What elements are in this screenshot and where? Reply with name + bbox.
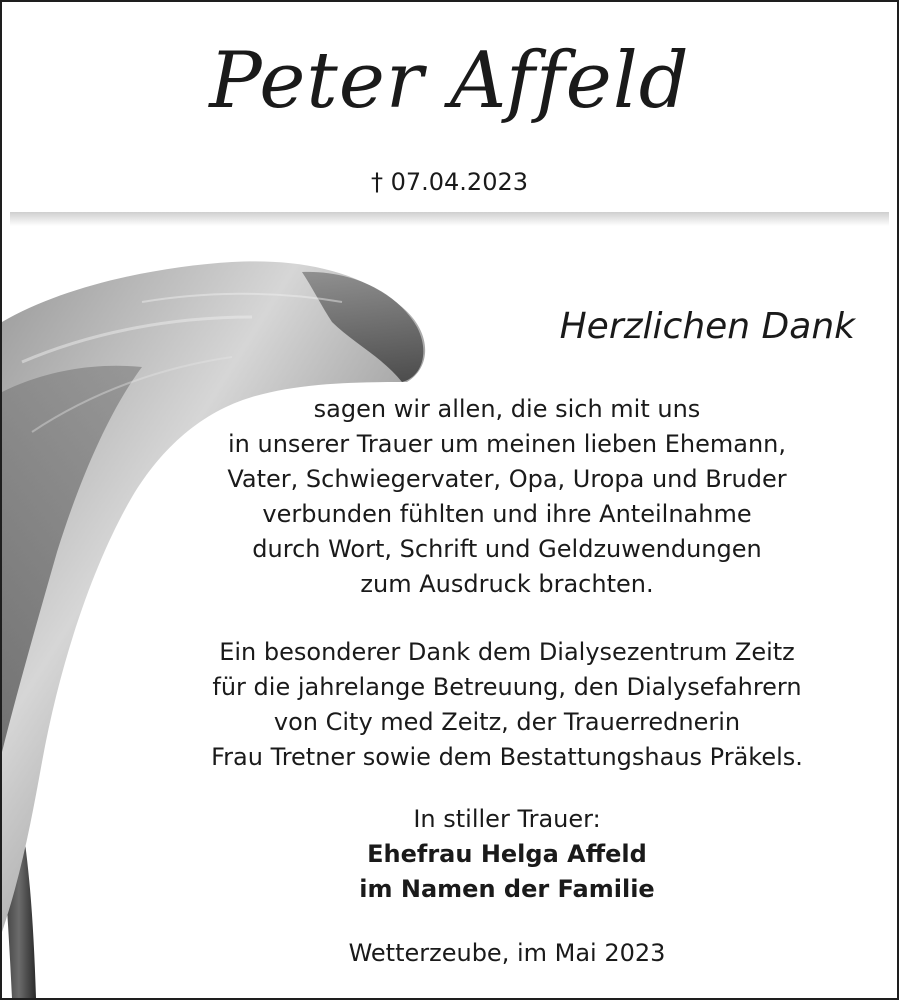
paragraph-line: Vater, Schwiegervater, Opa, Uropa und Bruder <box>227 465 787 493</box>
paragraph-line: sagen wir allen, die sich mit uns <box>313 395 701 423</box>
death-date: † 07.04.2023 <box>370 168 529 196</box>
paragraph-line: durch Wort, Schrift und Geldzuwendungen <box>252 535 762 563</box>
paragraph-line: zum Ausdruck brachten. <box>360 570 654 598</box>
thanks-paragraph-1 <box>92 392 899 602</box>
thanks-paragraph-2 <box>92 635 899 775</box>
place-date: Wetterzeube, im Mai 2023 <box>348 939 666 967</box>
deceased-name: Peter Affeld <box>209 36 690 126</box>
paragraph-line: Ein besonderer Dank dem Dialysezentrum Zeitz <box>219 638 795 666</box>
signature-block <box>92 802 899 907</box>
signature-intro: In stiller Trauer: <box>413 805 601 833</box>
thanks-heading: Herzlichen Dank <box>559 306 855 347</box>
signature-name: Ehefrau Helga Affeld <box>367 840 647 868</box>
header-panel <box>10 10 889 212</box>
paragraph-line: für die jahrelange Betreuung, den Dialysefahrern <box>212 673 802 701</box>
paragraph-line: Frau Tretner sowie dem Bestattungshaus Präkels. <box>211 743 803 771</box>
paragraph-line: in unserer Trauer um meinen lieben Ehemann, <box>227 430 787 458</box>
paragraph-line: von City med Zeitz, der Trauerrednerin <box>273 708 741 736</box>
header-divider <box>10 212 889 226</box>
signature-family: im Namen der Familie <box>359 875 655 903</box>
paragraph-line: verbunden fühlten und ihre Anteilnahme <box>262 500 752 528</box>
